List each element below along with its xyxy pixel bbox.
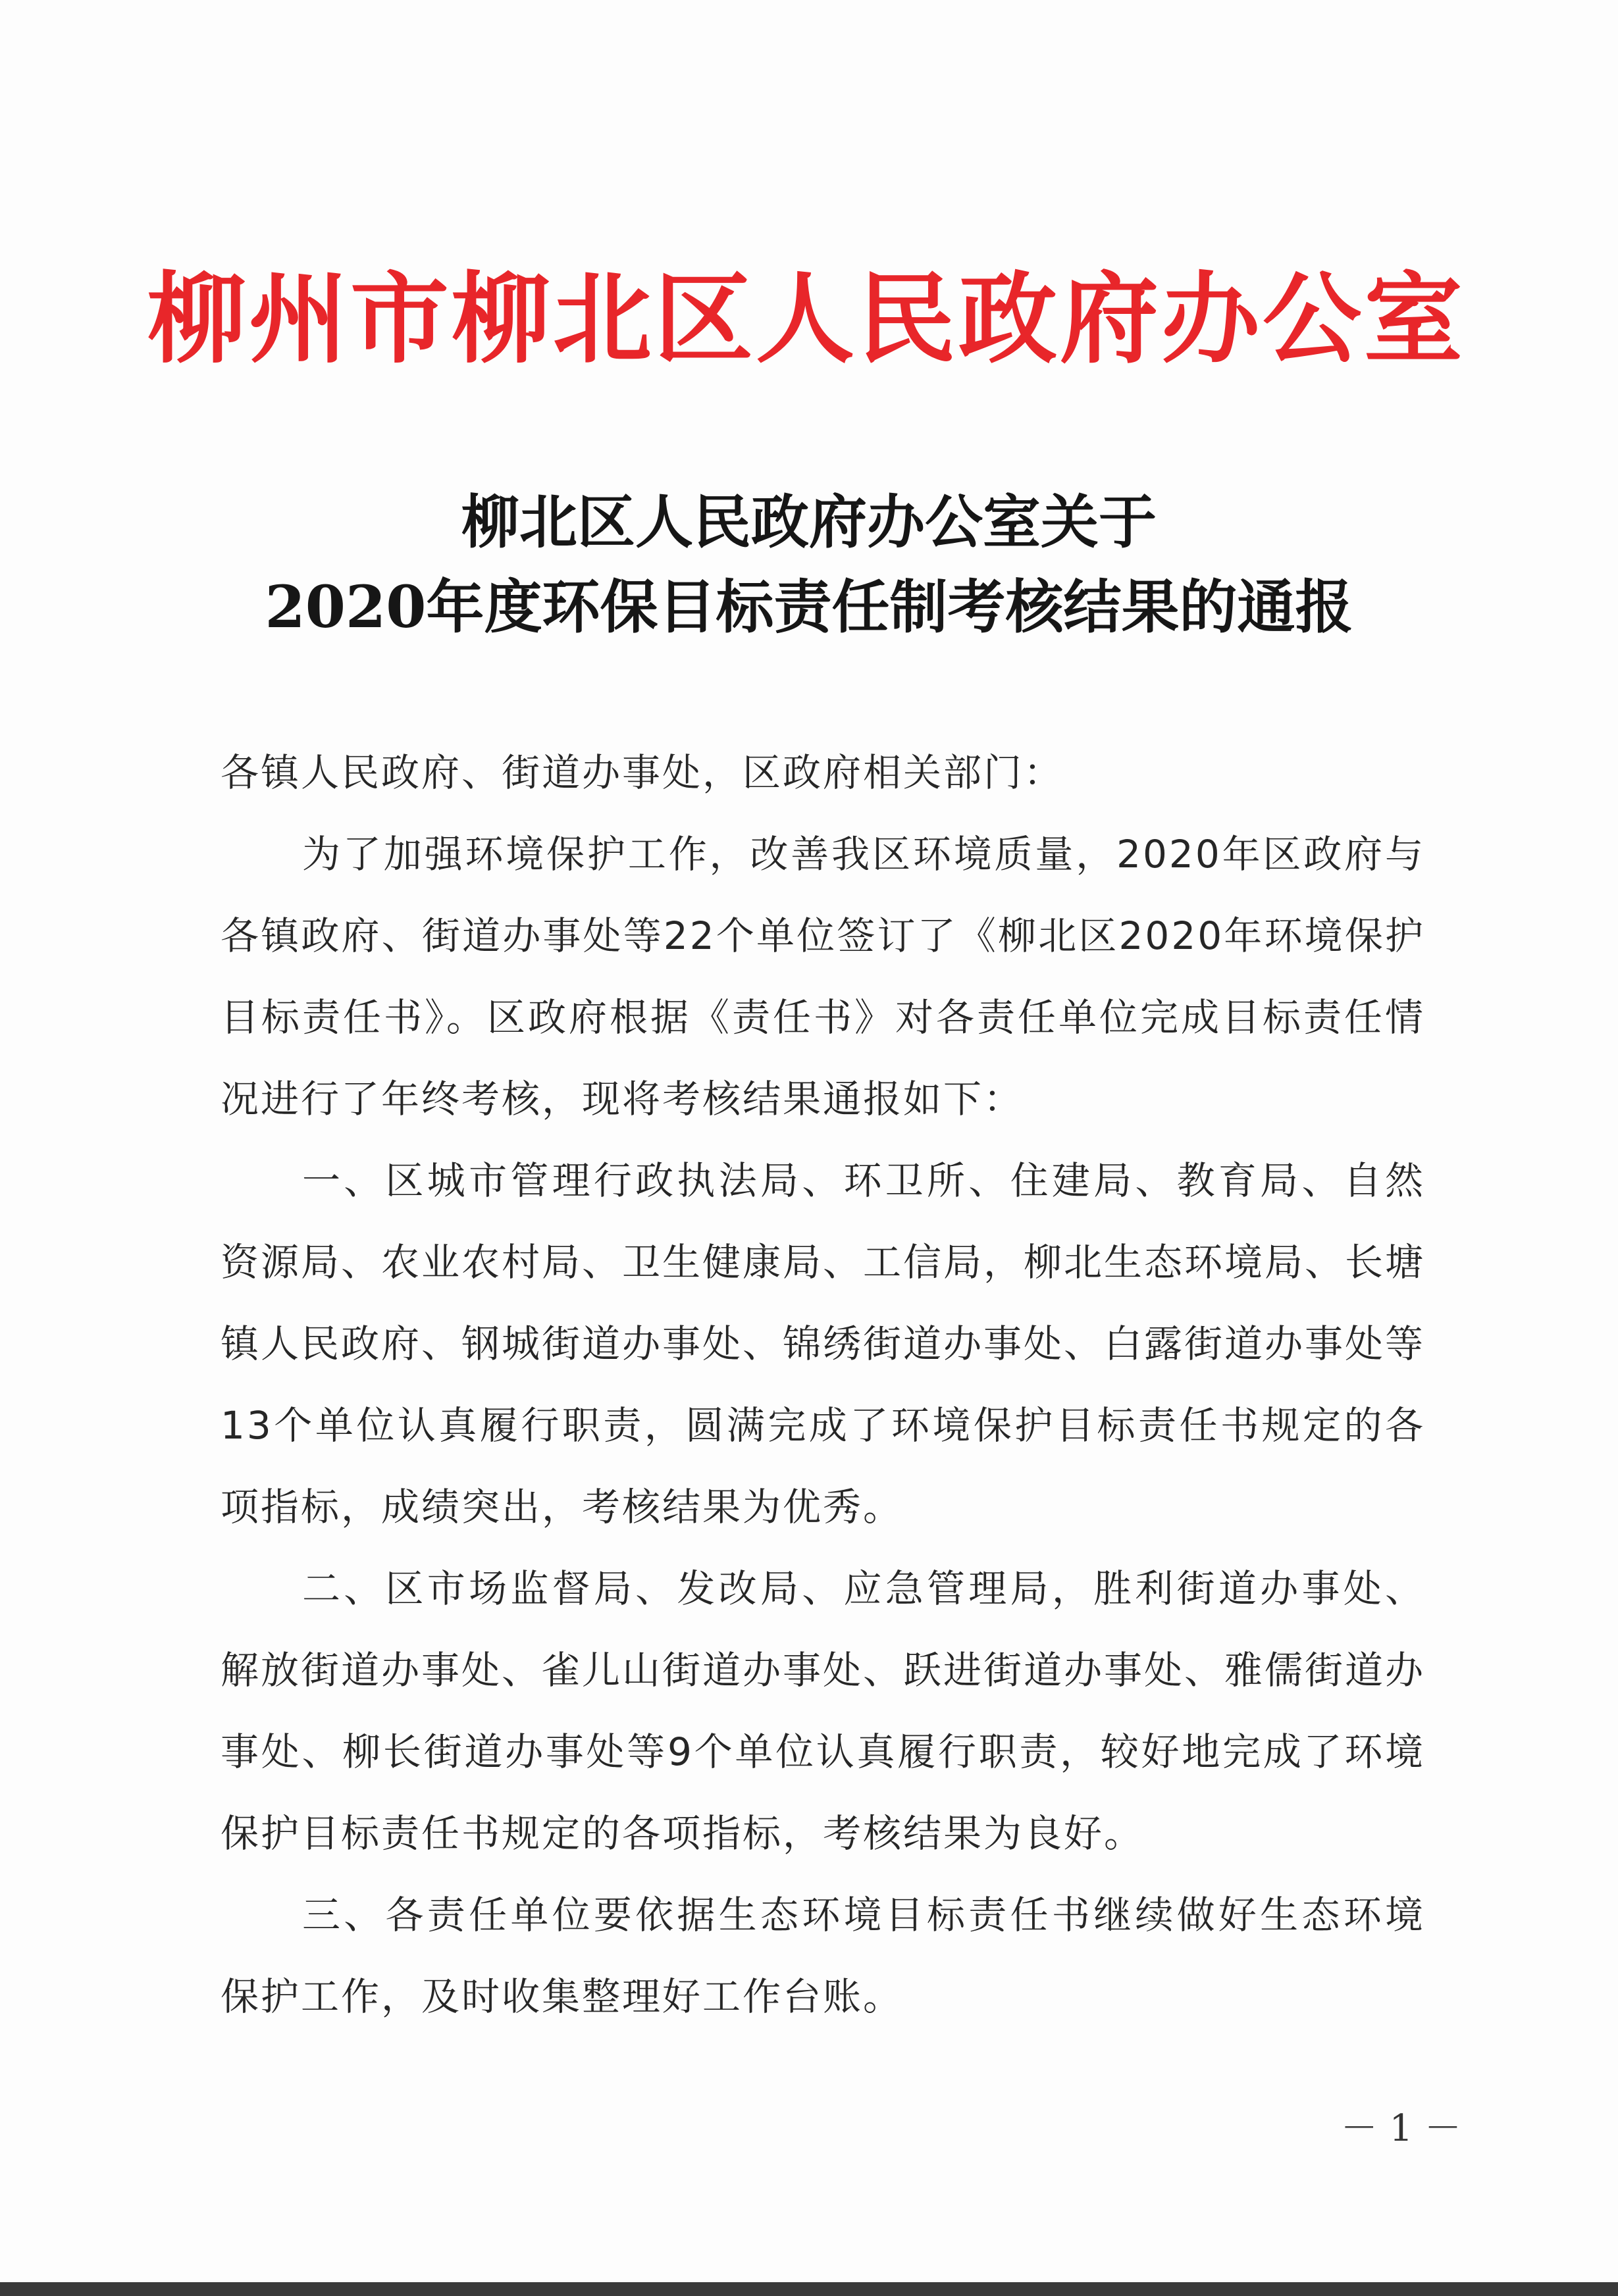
paragraph-excellent-units: 一、区城市管理行政执法局、环卫所、住建局、教育局、自然资源局、农业农村局、卫生健康局、工信局，柳北生态环境局、长塘镇人民政府、钢城街道办事处、锦绣街道办事处、白露街道办事处等13个单位认真履行职责，圆满完成了环境保护目标责任书规定的各项指标，成绩突出，考核结果为优秀。 (221, 1158, 1426, 1529)
paragraph-intro: 为了加强环境保护工作，改善我区环境质量，2020年区政府与各镇政府、街道办事处等22个单位签订了《柳北区2020年环境保护目标责任书》。区政府根据《责任书》对各责任单位完成目标责任情况进行了年终考核，现将考核结果通报如下： (221, 832, 1425, 1121)
page-number: － 1 － (1340, 2107, 1461, 2150)
document-title-line-2: 2020年度环保目标责任制考核结果的通报 (265, 573, 1353, 641)
scan-bottom-edge (0, 2282, 1618, 2296)
paragraph-good-units: 二、区市场监督局、发改局、应急管理局，胜利街道办事处、解放街道办事处、雀儿山街道办事处、跃进街道办事处、雅儒街道办事处、柳长街道办事处等9个单位认真履行职责，较好地完成了环境保护目标责任书规定的各项指标，考核结果为良好。 (221, 1566, 1426, 1856)
salutation-text: 各镇人民政府、街道办事处，区政府相关部门： (221, 750, 1064, 795)
paragraph-requirements: 三、各责任单位要依据生态环境目标责任书继续做好生态环境保护工作，及时收集整理好工作台账。 (221, 1893, 1425, 2019)
masthead-title: 柳州市柳北区人民政府办公室 (147, 261, 1465, 377)
body-paragraphs (221, 813, 1425, 2037)
document-title-line-1: 柳北区人民政府办公室关于 (461, 488, 1157, 556)
salutation (221, 732, 1425, 813)
